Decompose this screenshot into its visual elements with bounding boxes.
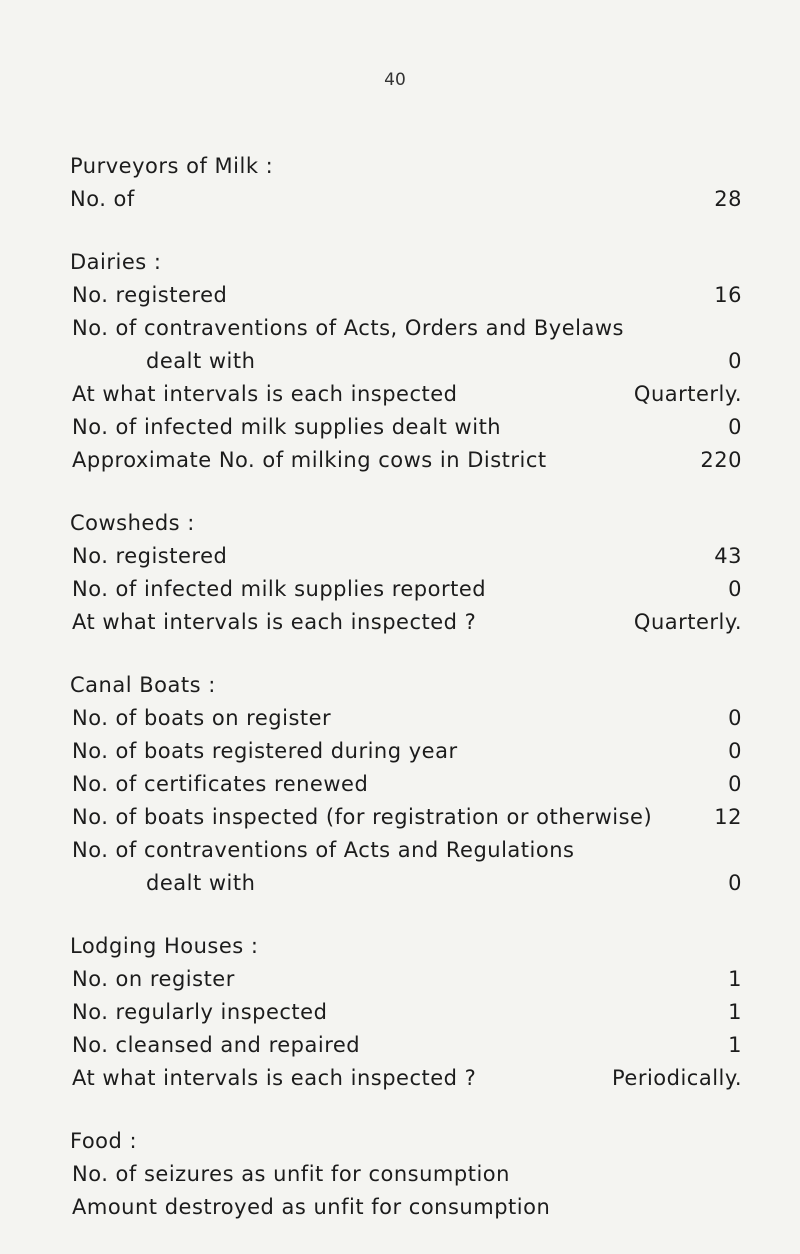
row-label: No. of infected milk supplies dealt with xyxy=(72,415,502,439)
row-value: 43 xyxy=(714,544,742,568)
table-row xyxy=(70,312,742,345)
row-label: No. of xyxy=(70,187,135,211)
table-row xyxy=(70,540,742,573)
row-value: 0 xyxy=(728,739,742,763)
table-row xyxy=(70,279,742,312)
row-value: 1 xyxy=(728,1000,742,1024)
row-label: No. cleansed and repaired xyxy=(72,1033,361,1057)
row-value: 220 xyxy=(700,448,742,472)
table-row xyxy=(70,1158,742,1191)
row-label: No. registered xyxy=(72,544,228,568)
row-value: Quarterly. xyxy=(633,610,742,634)
table-row xyxy=(70,1062,742,1095)
row-value: 0 xyxy=(728,349,742,373)
table-row xyxy=(70,411,742,444)
table-row xyxy=(70,378,742,411)
row-value: 1 xyxy=(728,1033,742,1057)
table-row xyxy=(70,996,742,1029)
row-label: No. registered xyxy=(72,283,228,307)
canal-boats-section xyxy=(70,669,742,900)
food-section xyxy=(70,1125,742,1224)
row-value: 0 xyxy=(728,772,742,796)
table-row xyxy=(70,183,742,216)
table-row xyxy=(70,1191,742,1224)
table-row xyxy=(70,606,742,639)
row-label: No. of contraventions of Acts, Orders and Byelaws xyxy=(72,316,624,340)
row-label: No. regularly inspected xyxy=(72,1000,328,1024)
row-label: No. of contraventions of Acts and Regulations xyxy=(72,838,575,862)
row-value: Periodically. xyxy=(611,1066,742,1090)
row-label: No. of seizures as unfit for consumption xyxy=(72,1162,510,1186)
row-value: Quarterly. xyxy=(633,382,742,406)
row-label: No. of boats on register xyxy=(72,706,332,730)
row-label: No. of boats registered during year xyxy=(72,739,458,763)
lodging-houses-section xyxy=(70,930,742,1095)
row-label-continuation: dealt with xyxy=(146,349,256,373)
table-row xyxy=(70,735,742,768)
table-row xyxy=(70,801,742,834)
row-value: 0 xyxy=(728,415,742,439)
row-label: No. of certificates renewed xyxy=(72,772,369,796)
table-row xyxy=(70,345,742,378)
purveyors-section xyxy=(70,150,742,216)
row-label: Amount destroyed as unfit for consumption xyxy=(72,1195,551,1219)
table-row xyxy=(70,867,742,900)
table-row xyxy=(70,768,742,801)
section-heading: Purveyors of Milk : xyxy=(70,154,274,178)
section-heading: Canal Boats : xyxy=(70,673,216,697)
section-heading: Food : xyxy=(70,1129,138,1153)
table-row xyxy=(70,702,742,735)
page-number: 40 xyxy=(384,70,406,90)
row-value: 12 xyxy=(714,805,742,829)
section-heading: Dairies : xyxy=(70,250,162,274)
row-value: 0 xyxy=(728,871,742,895)
table-row xyxy=(70,444,742,477)
row-value: 0 xyxy=(728,706,742,730)
table-row xyxy=(70,834,742,867)
document-body xyxy=(70,150,742,1254)
cowsheds-section xyxy=(70,507,742,639)
table-row xyxy=(70,573,742,606)
row-label: No. of infected milk supplies reported xyxy=(72,577,487,601)
row-label: At what intervals is each inspected ? xyxy=(72,610,477,634)
section-heading: Cowsheds : xyxy=(70,511,195,535)
section-heading: Lodging Houses : xyxy=(70,934,259,958)
table-row xyxy=(70,963,742,996)
table-row xyxy=(70,1029,742,1062)
row-label: No. of boats inspected (for registration or otherwise) xyxy=(72,805,653,829)
row-value: 1 xyxy=(728,967,742,991)
row-label: At what intervals is each inspected xyxy=(72,382,458,406)
row-label-continuation: dealt with xyxy=(146,871,256,895)
row-value: 16 xyxy=(714,283,742,307)
row-label: No. on register xyxy=(72,967,235,991)
row-value: 0 xyxy=(728,577,742,601)
row-label: At what intervals is each inspected ? xyxy=(72,1066,477,1090)
row-value: 28 xyxy=(714,187,742,211)
dairies-section xyxy=(70,246,742,477)
row-label: Approximate No. of milking cows in District xyxy=(72,448,547,472)
